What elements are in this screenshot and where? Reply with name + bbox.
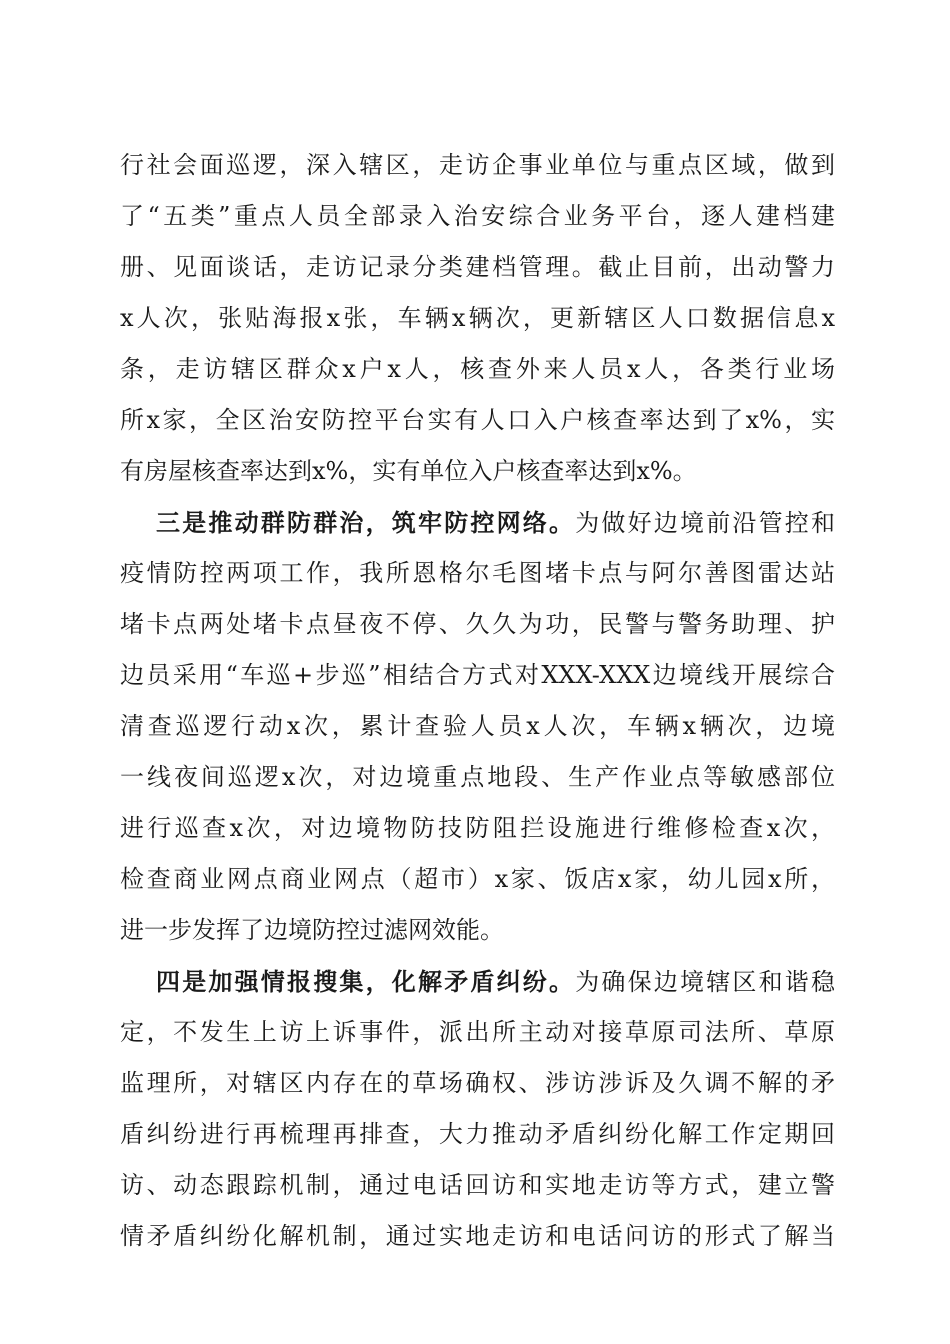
paragraph-first-line [120, 956, 835, 1007]
paragraph-line: 册、见面谈话，走访记录分类建档管理。截止目前，出动警力 [120, 253, 835, 281]
paragraph-line: 行社会面巡逻，深入辖区，走访企事业单位与重点区域，做到 [120, 151, 835, 179]
paragraph-heading: 四是加强情报搜集，化解矛盾纠纷。 [156, 967, 576, 996]
paragraph-line: 进一步发挥了边境防控过滤网效能。 [120, 916, 504, 944]
paragraph-line: 定，不发生上访上诉事件，派出所主动对接草原司法所、草原 [120, 1018, 835, 1046]
paragraph-line: 有房屋核查率达到x%，实有单位入户核查率达到x%。 [120, 457, 697, 485]
paragraph-line: 一线夜间巡逻x次，对边境重点地段、生产作业点等敏感部位 [120, 763, 835, 791]
paragraph-2 [120, 497, 835, 956]
paragraph-line: 边员采用“车巡+步巡”相结合方式对XXX-XXX边境线开展综合 [120, 661, 835, 689]
paragraph-3 [120, 956, 835, 1262]
paragraph-line: 条，走访辖区群众x户x人，核查外来人员x人，各类行业场 [120, 355, 835, 383]
paragraph-line: 进行巡查x次，对边境物防技防阻拦设施进行维修检查x次， [120, 814, 835, 842]
paragraph-line: 所x家，全区治安防控平台实有人口入户核查率达到了x%，实 [120, 406, 835, 434]
paragraph-line: 疫情防控两项工作，我所恩格尔毛图堵卡点与阿尔善图雷达站 [120, 559, 835, 587]
paragraph-line: 堵卡点两处堵卡点昼夜不停、久久为功，民警与警务助理、护 [120, 610, 835, 638]
paragraph-line: 清查巡逻行动x次，累计查验人员x人次，车辆x辆次，边境 [120, 712, 835, 740]
paragraph-line: 情矛盾纠纷化解机制，通过实地走访和电话问访的形式了解当 [120, 1222, 835, 1250]
paragraph-line: 访、动态跟踪机制，通过电话回访和实地走访等方式，建立警 [120, 1171, 835, 1199]
paragraph-1 [120, 140, 835, 497]
paragraph-first-line-rest: 为确保边境辖区和谐稳 [575, 968, 836, 996]
paragraph-line: 了“五类”重点人员全部录入治安综合业务平台，逐人建档建 [120, 202, 835, 230]
paragraph-line: 检查商业网点商业网点（超市）x家、饭店x家，幼儿园x所， [120, 865, 835, 893]
paragraph-first-line-rest: 为做好边境前沿管控和 [575, 509, 836, 537]
paragraph-line: 监理所，对辖区内存在的草场确权、涉访涉诉及久调不解的矛 [120, 1069, 835, 1097]
paragraph-heading: 三是推动群防群治，筑牢防控网络。 [156, 508, 576, 537]
paragraph-first-line [120, 497, 835, 548]
paragraph-line: x人次，张贴海报x张，车辆x辆次，更新辖区人口数据信息x [120, 304, 835, 332]
document-body [120, 140, 835, 1262]
paragraph-line: 盾纠纷进行再梳理再排查，大力推动矛盾纠纷化解工作定期回 [120, 1120, 835, 1148]
